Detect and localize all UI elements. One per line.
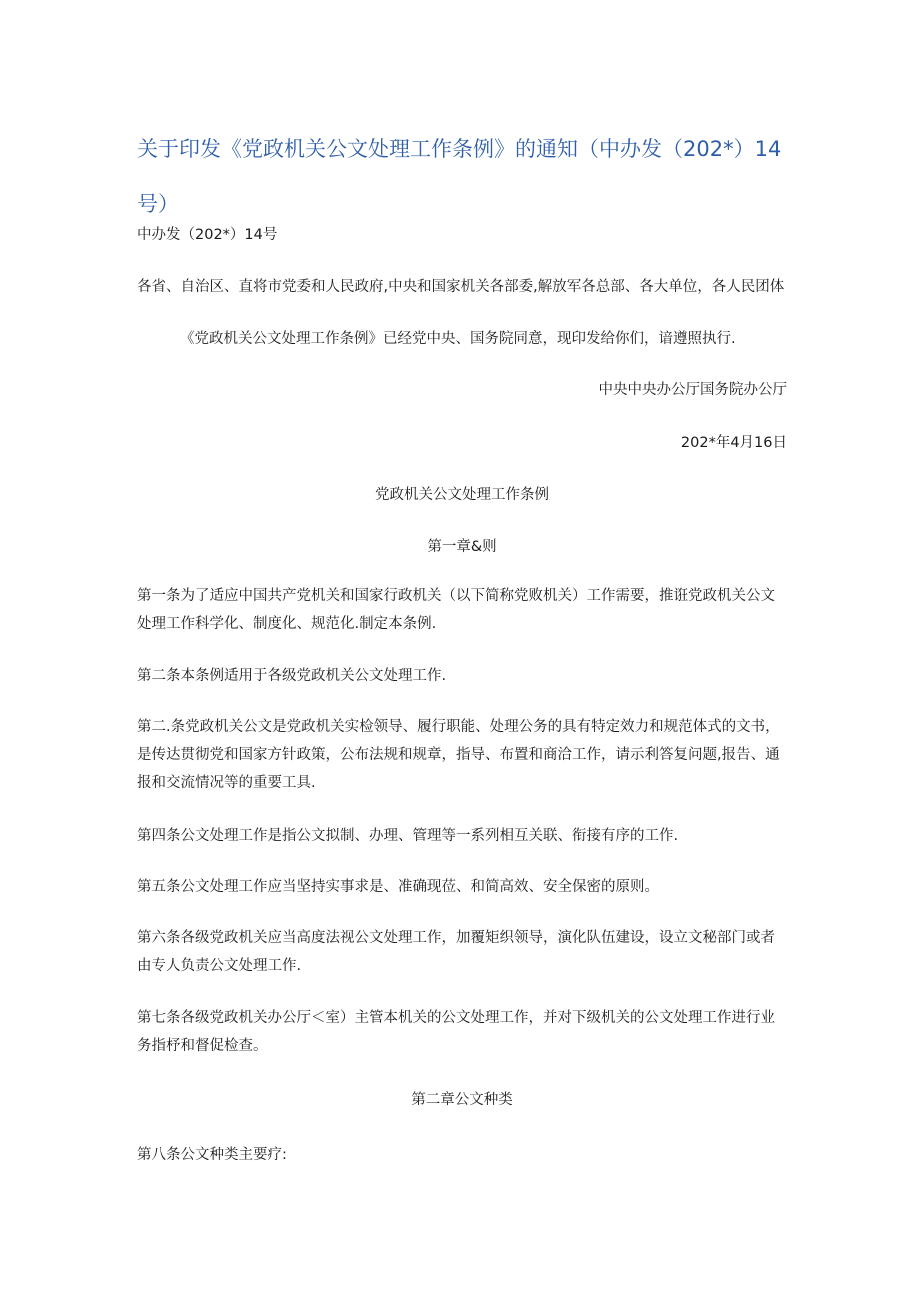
- chapter-2-title: 第二章公文种类: [411, 1092, 513, 1108]
- chapter-1-title: 第一章&则: [427, 539, 497, 555]
- article-2: 第二条本条例适用于各级党政机关公文处理工作.: [137, 668, 447, 684]
- article-8: 第八条公文种类主要疗:: [137, 1147, 287, 1163]
- recipients: 各省、自治区、直将市党委和人民政府,中央和国家机关各部委,解放军各总部、各大单位，各人民团体: [137, 279, 785, 295]
- document-title: 关于印发《党政机关公文处理工作条例》的通知（中办发（202*）14号）: [137, 137, 782, 216]
- article-6: 第六条各级党政机关应当高度法视公文处理工作，加覆矩织领导，演化队伍建设，设立文秘部门或者由专人负责公文处理工作.: [137, 930, 775, 974]
- article-1: 第一条为了适应中国共产党机关和国家行政机关（以下简称党败机关）工作需要，推诳党政机关公文处理工作科学化、制度化、规范化.制定本条例.: [137, 588, 775, 632]
- notice-body: 《党政机关公文处理工作条例》已经党中央、国务院同意，现印发给你们，谙遵照执行.: [180, 331, 736, 347]
- article-4: 第四条公文处理工作是指公文拟制、办理、管理等一系列相互关联、衔接有序的工作.: [137, 828, 679, 844]
- regulation-title: 党政机关公文处理工作条例: [375, 487, 549, 503]
- doc-number: 中办发（202*）14号: [137, 227, 278, 243]
- article-7: 第七条各级党政机关办公厅＜室）主管本机关的公文处理工作，并对下级机关的公文处理工作进行业务指杼和督促检查。: [137, 1010, 775, 1054]
- issue-date: 202*年4月16日: [680, 435, 787, 451]
- article-5: 第五条公文处理工作应当坚持实事求是、准确现莅、和简高效、安全保密的原则。: [137, 879, 659, 895]
- article-3: 第二.条党政机关公文是党政机关实检领导、履行职能、处理公务的具有特定效力和规范体式的文书，是传达贯彻党和国家方针政策，公布法规和规章，指导、布置和商洽工作，请示利答复问题,报告、通报和交流情况等的重要工具.: [137, 719, 780, 791]
- issuer: 中央中央办公厅国务院办公厅: [598, 382, 787, 398]
